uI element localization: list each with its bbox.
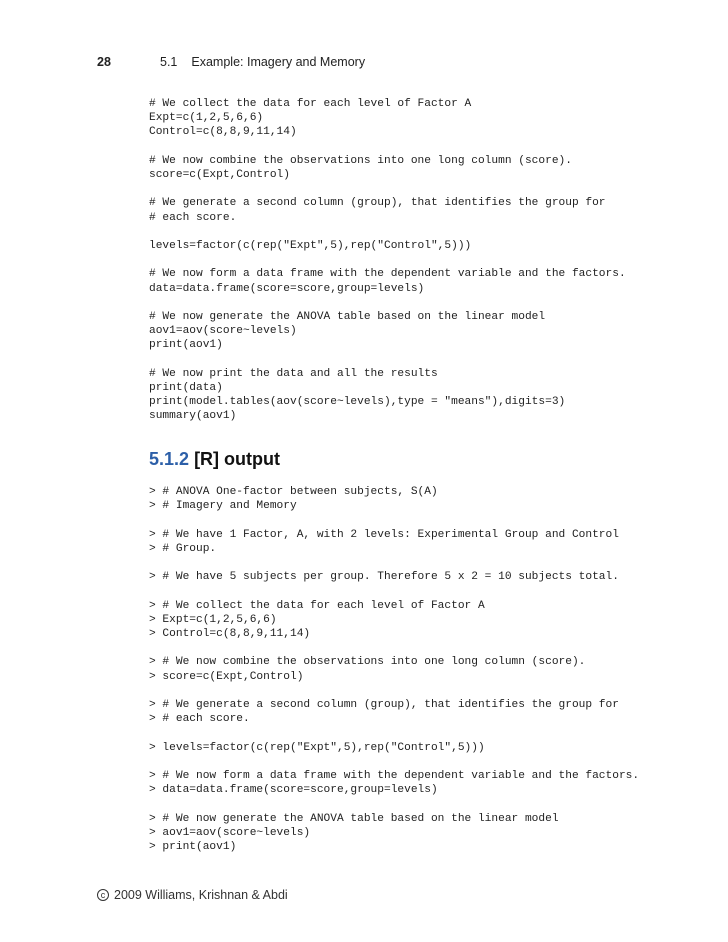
- copyright-icon: c: [97, 889, 109, 901]
- r-output-listing: > # ANOVA One-factor between subjects, S(A) > # Imagery and Memory > # We have 1 Factor, A, with 2 levels: Experimental Group and Control > # Group. > # We have 5 subjects per group. Therefore 5 x 2 = 10 subjects total. > # We collect the data for each level of Factor A > Expt=c(1,2,5,6,6) > Control=c(8,8,9,11,14) > # We now combine the observations into one long column (score). > score=c(Expt,Control) > # We generate a second column (group), that identifies the group for > # each score. > levels=factor(c(rep("Expt",5),rep("Control",5))) > # We now form a data frame with the dependent variable and the factors. > data=data.frame(score=score,group=levels) > # We now generate the ANOVA table based on the linear model > aov1=aov(score~levels) > print(aov1): [149, 486, 640, 854]
- page-footer: [97, 888, 288, 902]
- subsection-number: 5.1.2: [149, 449, 190, 469]
- running-header: [160, 55, 365, 69]
- page-number: 28: [97, 55, 111, 69]
- subsection-title: [R] output: [194, 449, 281, 469]
- running-header-title: Example: Imagery and Memory: [191, 55, 366, 69]
- r-code-listing: # We collect the data for each level of Factor A Expt=c(1,2,5,6,6) Control=c(8,8,9,11,14) # We now combine the observations into one long column (score). score=c(Expt,Control) # We generate a second column (group), that identifies the group for # each score. levels=factor(c(rep("Expt",5),rep("Control",5))) # We now form a data frame with the dependent variable and the factors. data=data.frame(score=score,group=levels) # We now generate the ANOVA table based on the linear model aov1=aov(score~levels) print(aov1) # We now print the data and all the results print(data) print(model.tables(aov(score~levels),type = "means"),digits=3) summary(aov1): [149, 98, 626, 423]
- footer-text: 2009 Williams, Krishnan & Abdi: [114, 888, 288, 902]
- subsection-heading: [149, 449, 280, 470]
- running-header-section-number: 5.1: [160, 55, 178, 69]
